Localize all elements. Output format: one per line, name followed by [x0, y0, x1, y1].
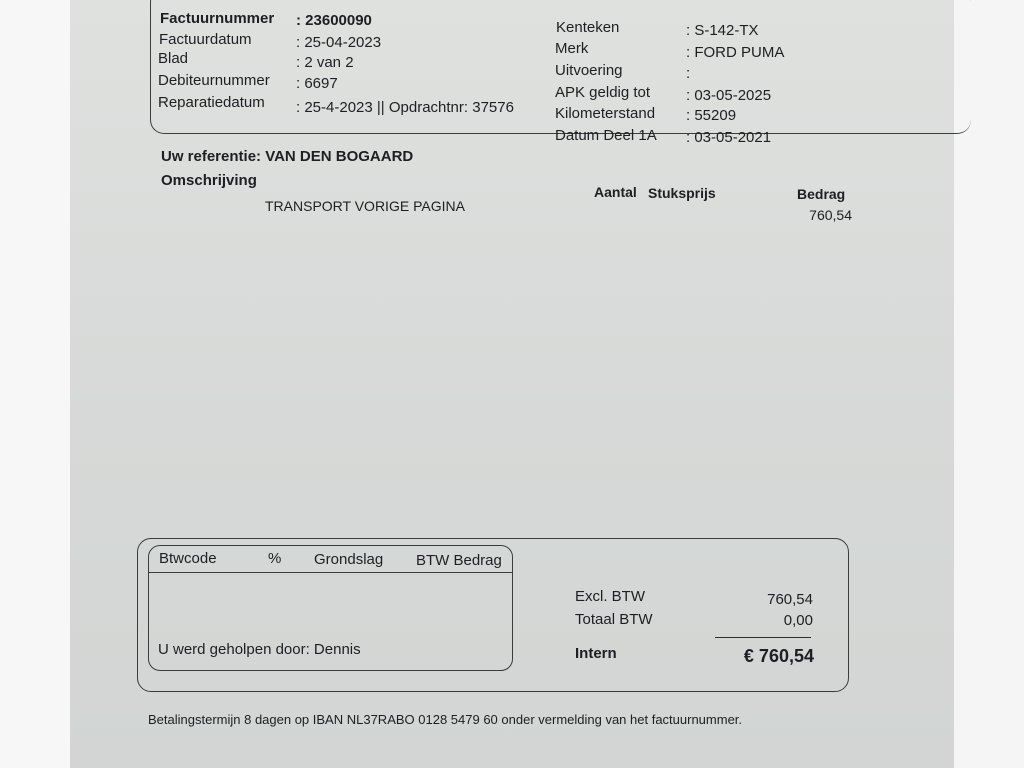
brand-label: Merk	[555, 40, 589, 57]
total-vat-value: 0,00	[783, 612, 813, 629]
repair-date-label: Reparatiedatum	[158, 94, 265, 111]
total-rule	[715, 637, 811, 638]
date-part-1a-label: Datum Deel 1A	[555, 127, 657, 144]
version-label: Uitvoering	[555, 62, 623, 79]
vat-column-percent: %	[268, 550, 282, 567]
vat-table-header-rule	[149, 572, 512, 573]
apk-value: : 03-05-2025	[686, 87, 772, 104]
customer-reference: Uw referentie: VAN DEN BOGAARD	[161, 148, 414, 165]
debtor-number-label: Debiteurnummer	[158, 72, 270, 89]
plate-value: : S-142-TX	[686, 22, 759, 39]
column-unit-price: Stuksprijs	[648, 185, 716, 201]
line-item-description: TRANSPORT VORIGE PAGINA	[265, 198, 465, 214]
debtor-number-value: : 6697	[296, 75, 338, 92]
column-description: Omschrijving	[161, 172, 257, 189]
grand-total-value: € 760,54	[743, 646, 814, 666]
grand-total-label: Intern	[575, 645, 617, 662]
vat-column-base: Grondslag	[314, 551, 384, 568]
page-value: : 2 van 2	[296, 54, 354, 71]
helped-by: U werd geholpen door: Dennis	[158, 641, 361, 658]
repair-date-value: : 25-4-2023 || Opdrachtnr: 37576	[296, 99, 514, 116]
background-left	[0, 0, 70, 768]
date-part-1a-value: : 03-05-2021	[686, 129, 772, 146]
version-value: :	[686, 65, 691, 82]
invoice-number-value: : 23600090	[296, 12, 372, 29]
column-amount: Bedrag	[797, 186, 846, 202]
payment-terms: Betalingstermijn 8 dagen op IBAN NL37RABO 0128 5479 60 onder vermelding van het factuurnummer.	[148, 712, 743, 727]
column-quantity: Aantal	[594, 184, 637, 200]
line-item-amount: 760,54	[809, 207, 852, 223]
total-vat-label: Totaal BTW	[575, 611, 653, 628]
excl-vat-label: Excl. BTW	[575, 588, 645, 605]
mileage-value: : 55209	[686, 107, 737, 124]
invoice-number-label: Factuurnummer	[160, 10, 275, 27]
page-label: Blad	[158, 50, 189, 67]
invoice-date-value: : 25-04-2023	[296, 34, 382, 51]
invoice-date-label: Factuurdatum	[159, 31, 252, 48]
mileage-label: Kilometerstand	[555, 105, 656, 122]
vat-column-amount: BTW Bedrag	[416, 552, 502, 569]
vat-column-code: Btwcode	[159, 550, 217, 567]
apk-label: APK geldig tot	[555, 84, 651, 101]
plate-label: Kenteken	[556, 19, 620, 36]
brand-value: : FORD PUMA	[686, 44, 785, 61]
excl-vat-value: 760,54	[767, 591, 813, 608]
